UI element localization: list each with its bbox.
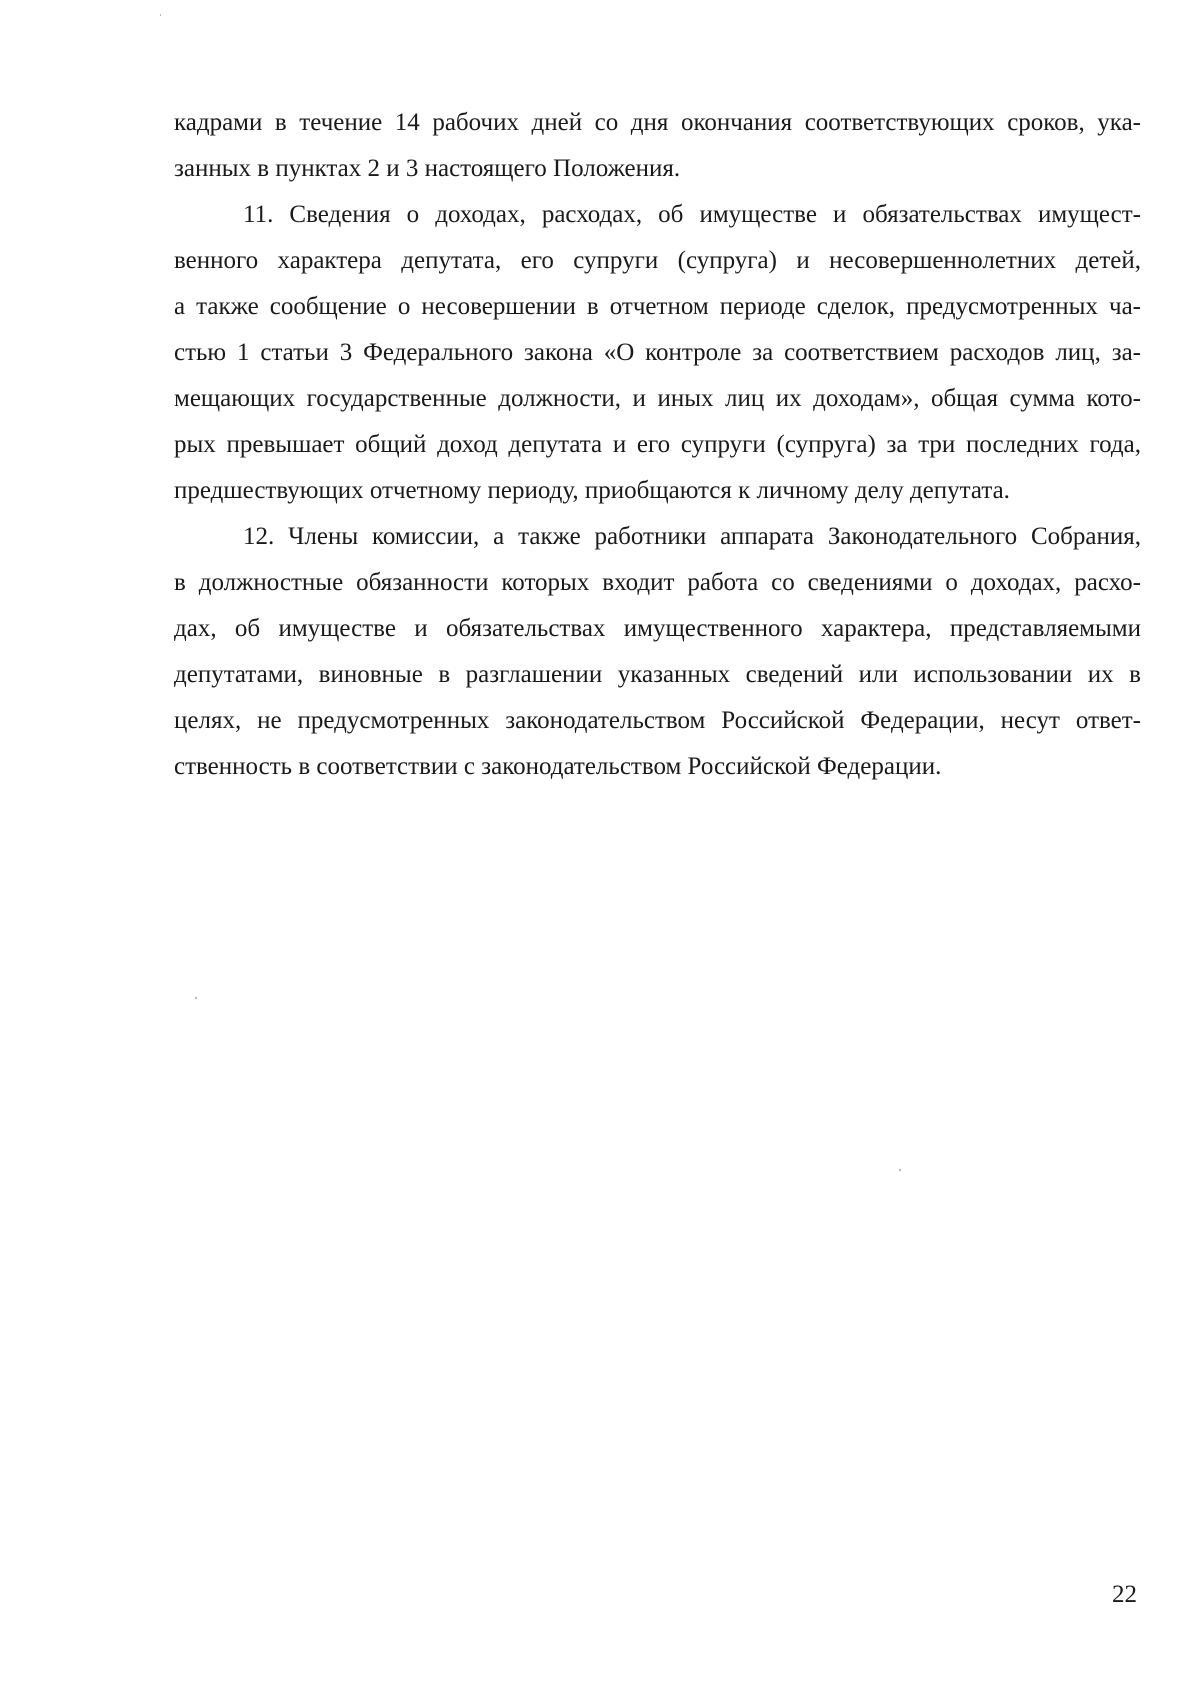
paragraph-12-line-2: в должностные обязанности которых входит работа со сведениями о доходах, расхо-	[174, 569, 1141, 596]
paragraph-12-line-5: целях, не предусмотренных законодательством Российской Федерации, несут ответ-	[174, 707, 1141, 734]
paragraph-1-line-2: занных в пунктах 2 и 3 настоящего Положения.	[174, 155, 681, 182]
paragraph-11-line-3: а также сообщение о несовершении в отчетном периоде сделок, предусмотренных ча-	[174, 293, 1141, 320]
scan-speck	[899, 1169, 901, 1171]
scan-speck	[195, 997, 197, 999]
paragraph-11-line-4: стью 1 статьи 3 Федерального закона «О контроле за соответствием расходов лиц, за-	[174, 339, 1141, 366]
page-number: 22	[1112, 1581, 1137, 1608]
scan-speck	[160, 14, 161, 16]
paragraph-12-line-4: депутатами, виновные в разглашении указанных сведений или использовании их в	[174, 661, 1141, 688]
paragraph-12-line-1: 12. Члены комиссии, а также работники аппарата Законодательного Собрания,	[243, 523, 1141, 550]
paragraph-12-line-3: дах, об имуществе и обязательствах имущественного характера, представляемыми	[174, 615, 1141, 642]
paragraph-11-line-2: венного характера депутата, его супруги (супруга) и несовершеннолетних детей,	[174, 247, 1141, 274]
paragraph-12-line-6: ственность в соответствии с законодательством Российской Федерации.	[174, 753, 942, 780]
paragraph-1-line-1: кадрами в течение 14 рабочих дней со дня окончания соответствующих сроков, ука-	[174, 109, 1141, 136]
paragraph-11-line-1: 11. Сведения о доходах, расходах, об имуществе и обязательствах имущест-	[243, 201, 1141, 228]
paragraph-11-line-5: мещающих государственные должности, и иных лиц их доходам», общая сумма кото-	[174, 385, 1141, 412]
paragraph-11-line-7: предшествующих отчетному периоду, приобщаются к личному делу депутата.	[174, 477, 1010, 504]
paragraph-11-line-6: рых превышает общий доход депутата и его супруги (супруга) за три последних года,	[174, 431, 1141, 458]
